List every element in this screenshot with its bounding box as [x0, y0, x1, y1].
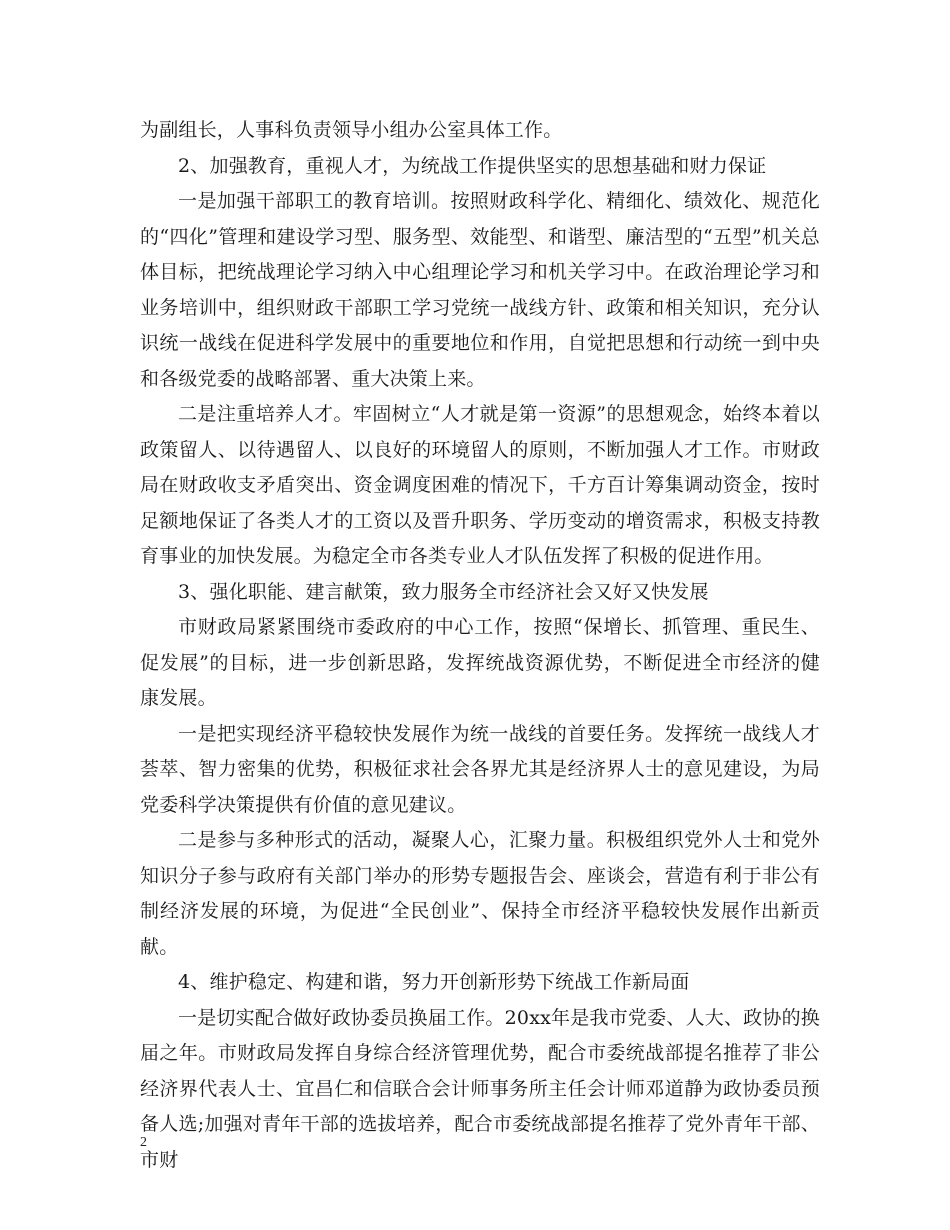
paragraph-6: 市财政局紧紧围绕市委政府的中心工作，按照“保增长、抓管理、重民生、促发展”的目标，进一步创新思路，发挥统战资源优势，不断促进全市经济的健康发展。	[140, 616, 820, 709]
paragraph-1: 为副组长，人事科负责领导小组办公室具体工作。	[140, 119, 563, 141]
page-number: 2	[140, 1135, 147, 1150]
section-heading-4: 4、维护稳定、构建和谐，努力开创新形势下统战工作新局面	[178, 971, 690, 993]
paragraph-7: 一是把实现经济平稳较快发展作为统一战线的首要任务。发挥统一战线人才荟萃、智力密集的优势，积极征求社会各界尤其是经济界人士的意见建设，为局党委科学决策提供有价值的意见建议。	[140, 722, 820, 816]
section-heading-3: 3、强化职能、建言献策，致力服务全市经济社会又好又快发展	[178, 580, 709, 603]
paragraph-4: 二是注重培养人才。牢固树立“人才就是第一资源”的思想观念，始终本着以政策留人、以待遇留人、以良好的环境留人的原则，不断加强人才工作。市财政局在财政收支矛盾突出、资金调度困难的情况下，千方百计筹集调动资金，按时足额地保证了各类人才的工资以及晋升职务、学历变动的增资需求，积极支持教育事业的加快发展。为稳定全市各类专业人才队伍发挥了积极的促进作用。	[140, 403, 820, 567]
paragraph-8: 二是参与多种形式的活动，凝聚人心，汇聚力量。积极组织党外人士和党外知识分子参与政府有关部门举办的形势专题报告会、座谈会，营造有利于非公有制经济发展的环境，为促进“全民创业”、保持全市经济平稳较快发展作出新贡献。	[140, 829, 820, 958]
section-heading-2: 2、加强教育，重视人才，为统战工作提供坚实的思想基础和财力保证	[178, 154, 767, 177]
paragraph-3: 一是加强干部职工的教育培训。按照财政科学化、精细化、绩效化、规范化的“四化”管理和建设学习型、服务型、效能型、和谐型、廉洁型的“五型”机关总体目标，把统战理论学习纳入中心组理论学习和机关学习中。在政治理论学习和业务培训中，组织财政干部职工学习党统一战线方针、政策和相关知识，充分认识统一战线在促进科学发展中的重要地位和作用，自觉把思想和行动统一到中央和各级党委的战略部署、重大决策上来。	[140, 190, 820, 390]
body-text	[140, 113, 820, 1178]
paragraph-10: 一是切实配合做好政协委员换届工作。20xx年是我市党委、人大、政协的换届之年。市财政局发挥自身综合经济管理优势，配合市委统战部提名推荐了非公经济界代表人士、宜昌仁和信联合会计师事务所主任会计师邓道静为政协委员预备人选;加强对青年干部的选拔培养，配合市委统战部提名推荐了党外青年干部、市财	[140, 1006, 820, 1171]
